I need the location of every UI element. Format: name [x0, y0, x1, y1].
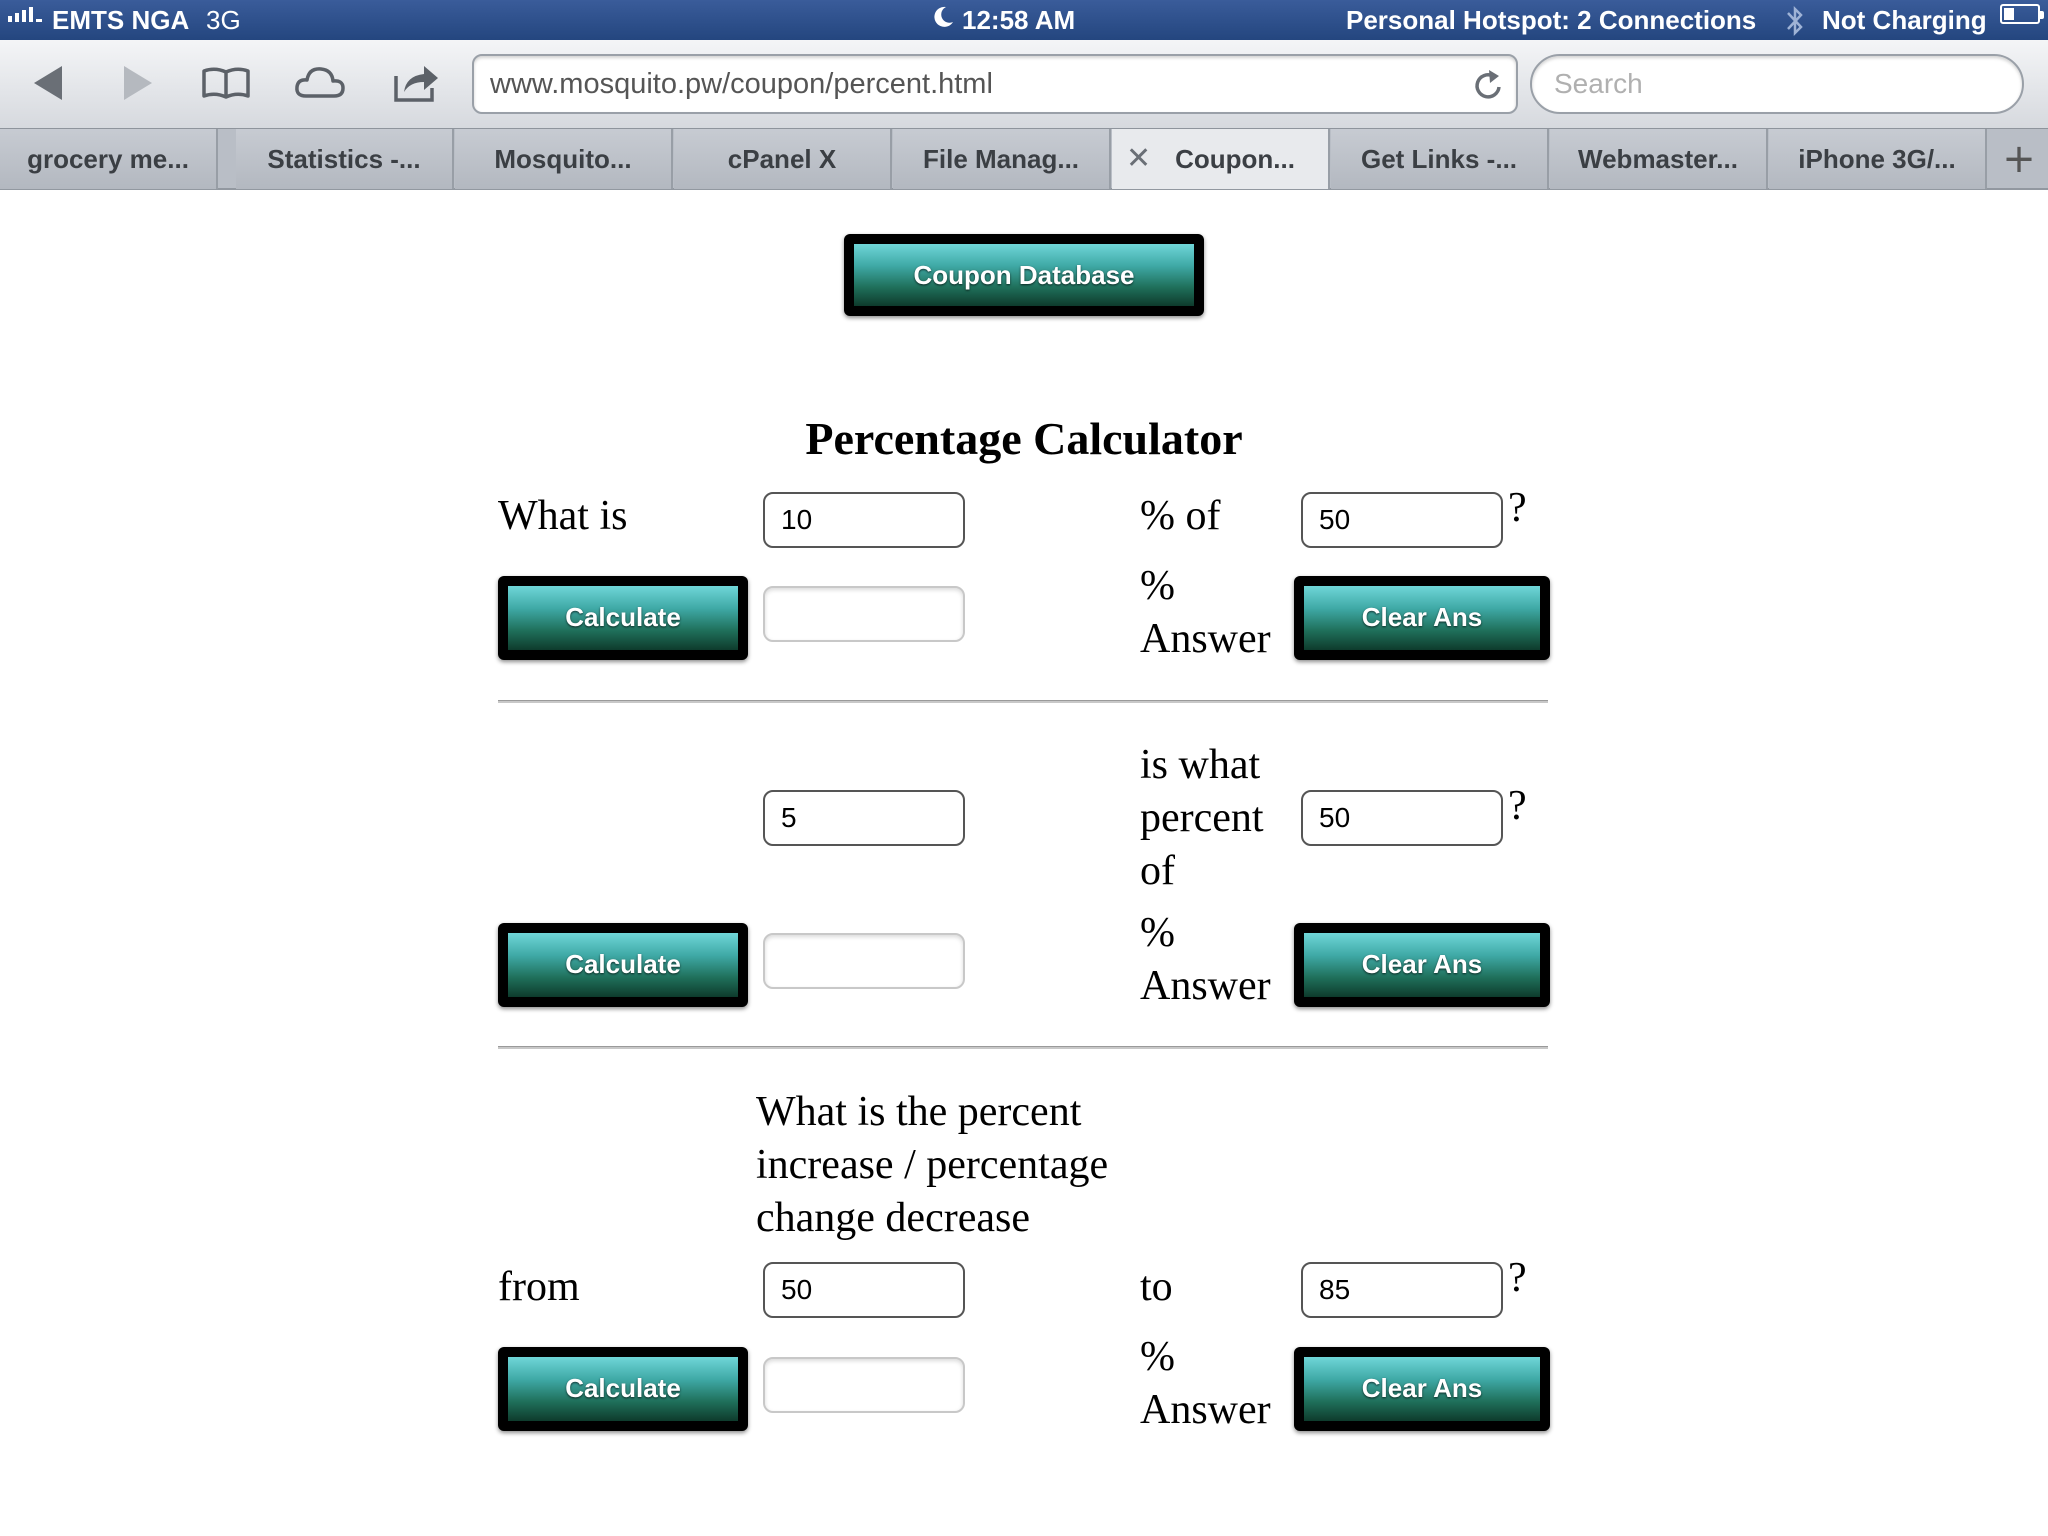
- answer-field[interactable]: [763, 586, 965, 642]
- tab-label: grocery me...: [27, 144, 189, 174]
- url-text: www.mosquito.pw/coupon/percent.html: [490, 68, 993, 100]
- calculate-button[interactable]: [498, 1347, 748, 1431]
- tab-iphone[interactable]: [1769, 129, 1987, 189]
- search-placeholder: Search: [1554, 68, 1643, 99]
- percent-input[interactable]: 10: [763, 492, 965, 548]
- network-type: 3G: [206, 5, 241, 35]
- back-arrow-icon[interactable]: [22, 58, 74, 108]
- icloud-tabs-icon[interactable]: [294, 58, 346, 108]
- from-label: from: [498, 1264, 580, 1310]
- forward-arrow-icon[interactable]: [112, 58, 164, 108]
- clock: 12:58 AM: [962, 5, 1076, 35]
- percent-of-label: % of: [1140, 493, 1221, 539]
- answer-field[interactable]: [763, 933, 965, 989]
- answer-field[interactable]: [763, 1357, 965, 1413]
- status-bar: [0, 0, 2048, 40]
- section-divider: [498, 700, 1548, 703]
- clear-answer-button[interactable]: [1294, 923, 1550, 1007]
- page-content: [0, 190, 2048, 1536]
- browser-toolbar: [0, 40, 2048, 128]
- tab-label: Mosquito...: [494, 144, 632, 174]
- calculate-button[interactable]: [498, 923, 748, 1007]
- percent-sign-label: %: [1140, 1334, 1175, 1380]
- to-value-input[interactable]: 85: [1301, 1262, 1503, 1318]
- battery-icon: [2000, 4, 2040, 24]
- tab-label: cPanel X: [727, 144, 837, 174]
- question-line-2: increase / percentage: [756, 1142, 1109, 1188]
- page-title: Percentage Calculator: [805, 413, 1243, 464]
- reload-icon[interactable]: [1472, 68, 1506, 102]
- from-value-input[interactable]: 50: [763, 1262, 965, 1318]
- clear-answer-button[interactable]: [1294, 576, 1550, 660]
- percent-sign-label: %: [1140, 910, 1175, 956]
- button-label: Clear Ans: [1304, 1357, 1540, 1421]
- is-what-label: is what: [1140, 742, 1261, 788]
- signal-strength-icon: [8, 4, 42, 22]
- share-action-icon[interactable]: [390, 58, 442, 108]
- new-tab-plus-icon[interactable]: +: [2002, 136, 2036, 182]
- tab-get-links[interactable]: [1331, 129, 1549, 189]
- tab-label: Statistics -...: [267, 144, 421, 174]
- calculate-button[interactable]: [498, 576, 748, 660]
- carrier-name: EMTS NGA: [52, 5, 190, 35]
- percent-label: percent: [1140, 795, 1264, 841]
- what-is-label: What is: [498, 493, 628, 539]
- tab-mosquito[interactable]: [455, 129, 673, 189]
- clear-answer-button[interactable]: [1294, 1347, 1550, 1431]
- question-line-3: change decrease: [756, 1195, 1030, 1241]
- button-label: Clear Ans: [1304, 586, 1540, 650]
- button-label: Clear Ans: [1304, 933, 1540, 997]
- tab-webmaster[interactable]: [1550, 129, 1768, 189]
- question-mark: ?: [1508, 1255, 1527, 1301]
- tab-label: Coupon...: [1175, 144, 1295, 174]
- tab-cpanel[interactable]: [674, 129, 892, 189]
- whole-value-input[interactable]: 50: [1301, 790, 1503, 846]
- button-label: Calculate: [508, 586, 738, 650]
- close-tab-icon[interactable]: ✕: [1126, 142, 1152, 175]
- part-value-input[interactable]: 5: [763, 790, 965, 846]
- bluetooth-icon: [1784, 4, 1806, 38]
- tab-label: Get Links -...: [1360, 144, 1518, 174]
- bookmarks-book-icon[interactable]: [200, 58, 252, 108]
- address-bar[interactable]: [472, 54, 1518, 114]
- tab-label: Webmaster...: [1578, 144, 1738, 174]
- search-input[interactable]: [1530, 54, 2024, 114]
- hotspot-status: Personal Hotspot: 2 Connections: [1346, 5, 1757, 35]
- answer-label: Answer: [1140, 963, 1271, 1009]
- tab-label: File Manag...: [922, 144, 1080, 174]
- answer-label: Answer: [1140, 1387, 1271, 1433]
- to-label: to: [1140, 1264, 1173, 1310]
- button-label: Calculate: [508, 1357, 738, 1421]
- tab-coupon[interactable]: [1112, 129, 1330, 189]
- percent-sign-label: %: [1140, 563, 1175, 609]
- section-divider: [498, 1046, 1548, 1049]
- charging-status: Not Charging: [1822, 5, 1987, 35]
- do-not-disturb-moon-icon: [930, 4, 956, 30]
- question-line-1: What is the percent: [756, 1089, 1082, 1135]
- question-mark: ?: [1508, 485, 1527, 531]
- tab-statistics[interactable]: [236, 129, 454, 189]
- question-mark: ?: [1508, 783, 1527, 829]
- button-label: Coupon Database: [854, 244, 1194, 306]
- of-label: of: [1140, 848, 1175, 894]
- answer-label: Answer: [1140, 616, 1271, 662]
- tab-grocery[interactable]: [0, 129, 218, 189]
- tab-label: iPhone 3G/...: [1798, 144, 1956, 174]
- base-value-input[interactable]: 50: [1301, 492, 1503, 548]
- coupon-database-button[interactable]: [844, 234, 1204, 316]
- tab-bar: [0, 128, 2048, 190]
- tab-file-manager[interactable]: [893, 129, 1111, 189]
- button-label: Calculate: [508, 933, 738, 997]
